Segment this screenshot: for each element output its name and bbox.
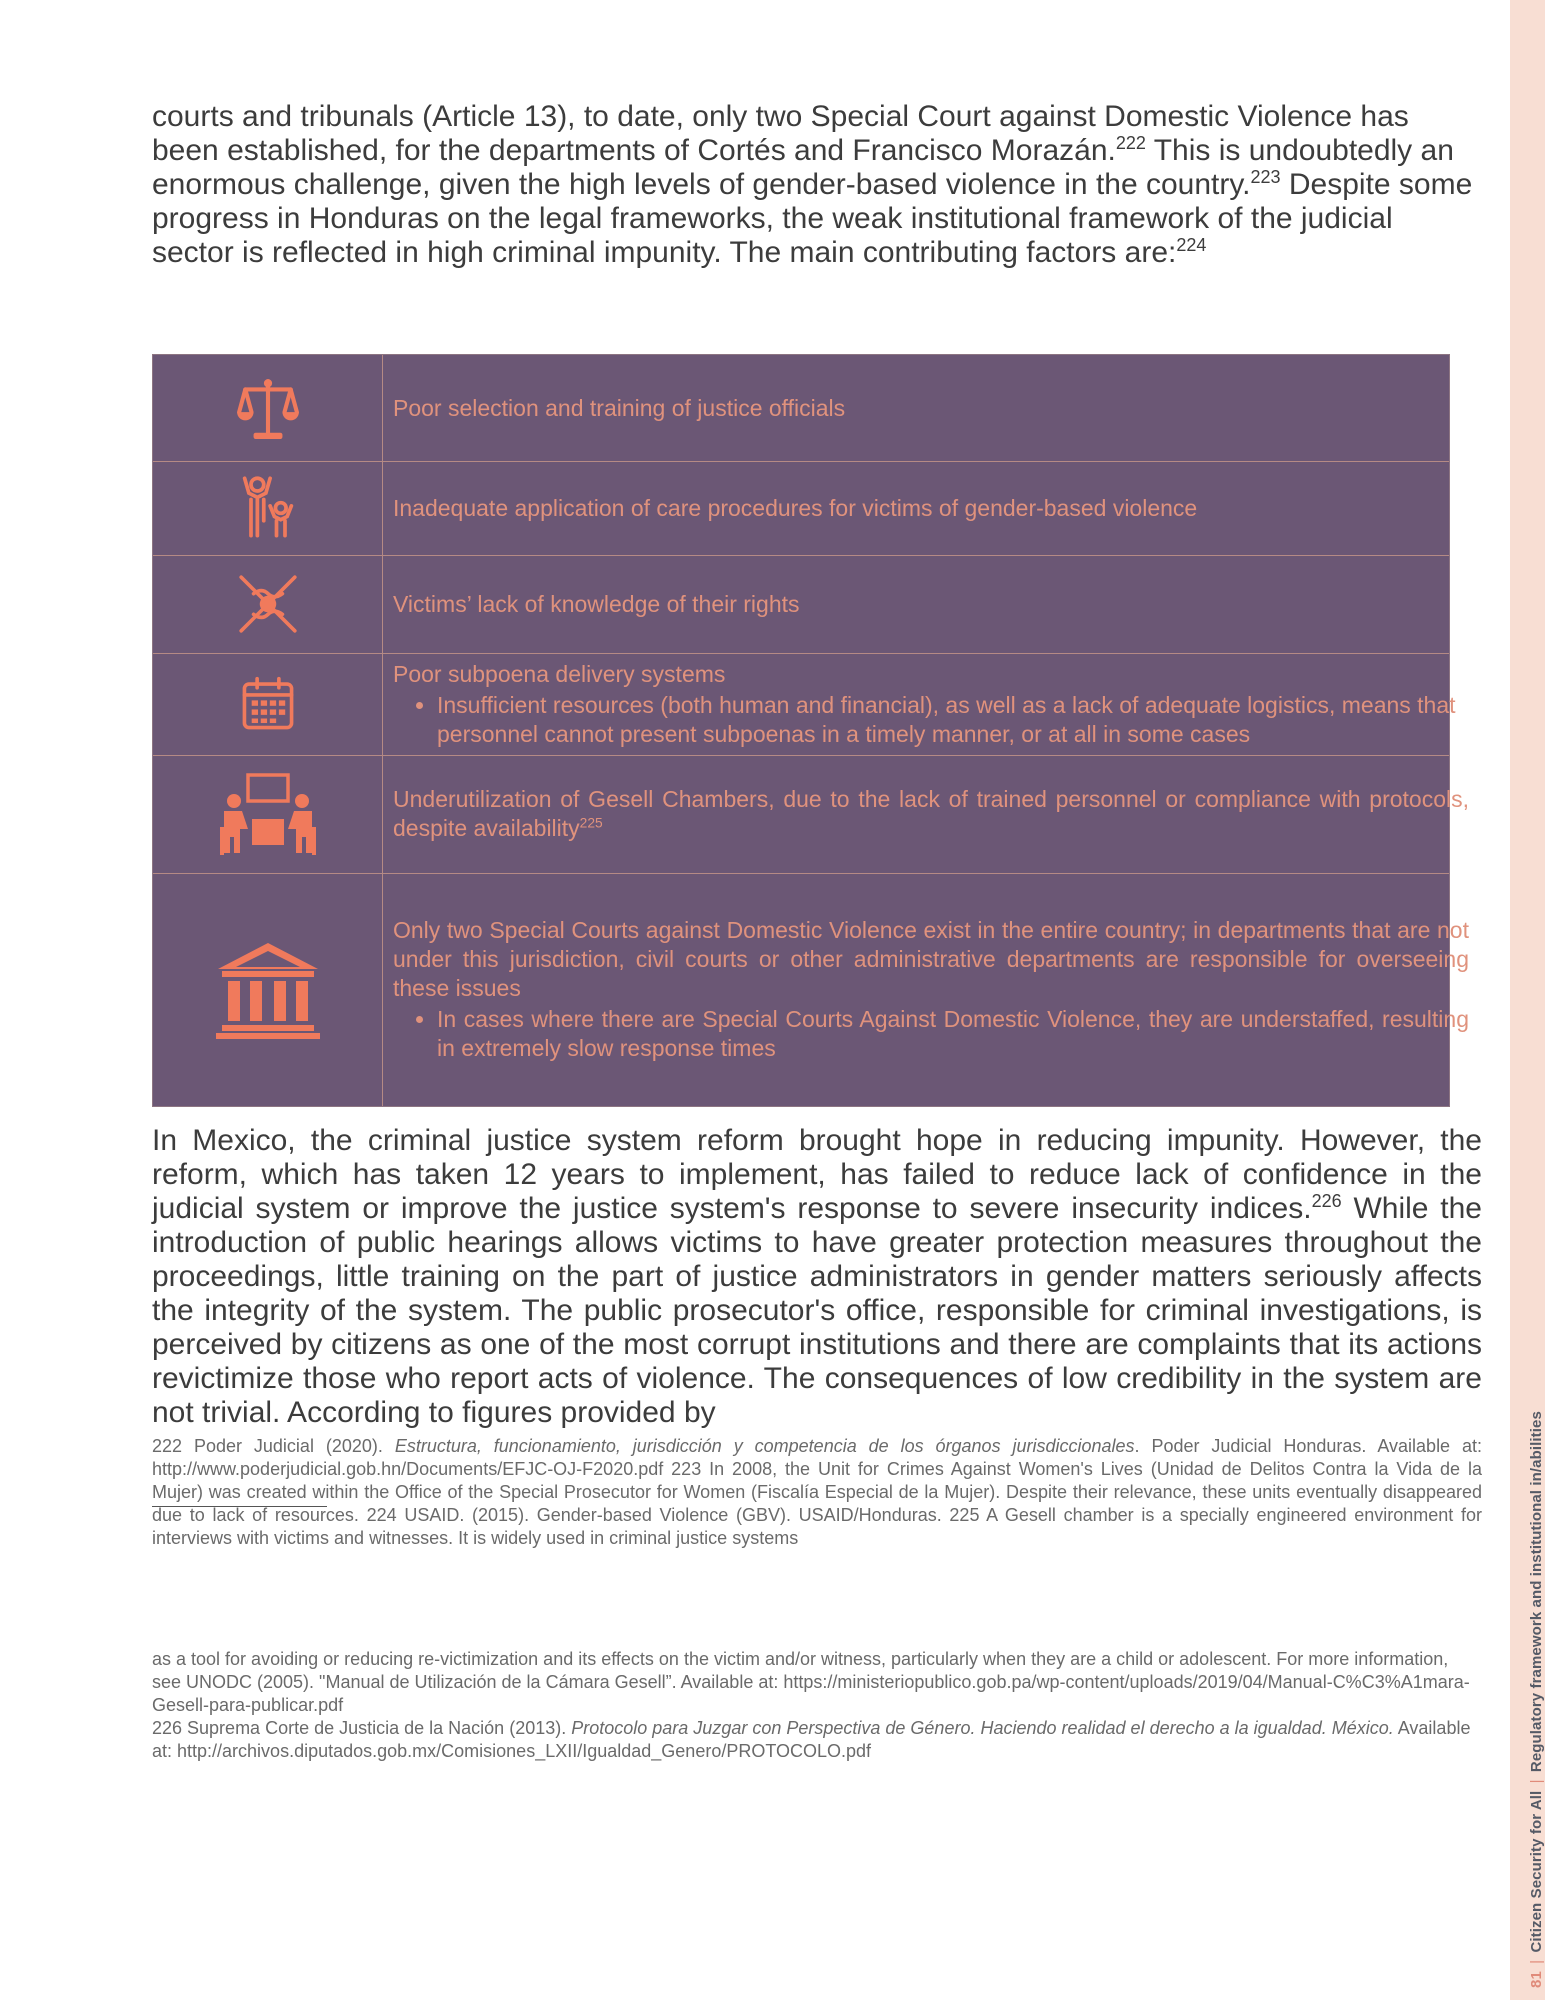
footnote-ref[interactable]: 224: [1176, 235, 1207, 255]
crossed-hands-icon: [235, 571, 301, 637]
factor-text: Only two Special Courts against Domestic Violence exist in the entire country; in departments that are not under this jurisdiction, civil courts or other administrative departments are responsible for overseeing these issues: [393, 917, 1469, 1001]
footnote-226: 226 Suprema Corte de Justicia de la Nación (2013).: [152, 1718, 572, 1738]
footnote-222: 222 Poder Judicial (2020).: [152, 1436, 395, 1456]
header-separator: |: [1528, 1779, 1545, 1784]
factor-text: Poor subpoena delivery systems: [393, 660, 726, 687]
footnote-225-continued: as a tool for avoiding or reducing re-victimization and its effects on the victim and/or witness, particularly when they are a child or adolescent. For more information, see UNODC (2005). "Manual de Utilización de la Cámara Gesell”. Available at: https://ministeriopublico.gob.pa/wp-content/uploads/2019/04/Manual-C%C3%A1mara-Gesell-para-publicar.pdf: [152, 1649, 1470, 1715]
body-text: While the introduction of public hearings allows victims to have greater protection measures throughout the proceedings, little training on the part of justice administrators in gender matters seriously affects the integrity of the system. The public prosecutor's office, responsible for criminal investigations, is perceived by citizens as one of the most corrupt institutions and there are complaints that its actions revictimize those who report acts of violence. The consequences of low credibility in the system are not trivial. According to figures provided by: [152, 1192, 1482, 1429]
factor-bullet: • In cases where there are Special Courts Against Domestic Violence, they are understaffed, resulting in extremely slow response times: [437, 1005, 1469, 1063]
factor-text: Poor selection and training of justice officials: [393, 394, 846, 421]
footnote-ref[interactable]: 225: [579, 815, 603, 831]
factor-row: [153, 873, 1469, 1106]
factor-text: Inadequate application of care procedures for victims of gender-based violence: [393, 494, 1198, 521]
courthouse-icon: [214, 941, 322, 1039]
chapter-title: Regulatory framework and institutional in/abilities: [1528, 1411, 1545, 1773]
interview-room-icon: [220, 771, 316, 857]
intro-text: Despite some progress in Honduras on the legal frameworks, the weak institutional framework of the judicial sector is reflected in high criminal impunity. The main contributing factors are:: [152, 168, 1473, 269]
footnotes: [152, 1435, 1482, 1550]
intro-paragraph: [152, 100, 1482, 270]
factor-bullet: • Insufficient resources (both human and financial), as well as a lack of adequate logistics, means that personnel cannot present subpoenas in a timely manner, or at all in some cases: [437, 691, 1469, 749]
factor-row: [153, 461, 1449, 556]
footnote-222-link[interactable]: . Poder Judicial Honduras. Available at: http://www.poderjudicial.gob.hn/Documents/EFJC-OJ-F2020.pdf: [152, 1436, 1483, 1479]
footnote-226-link[interactable]: Available at: http://archivos.diputados.gob.mx/Comisiones_LXII/Igualdad_Genero/PROTOCOLO.pdf: [152, 1718, 1471, 1761]
footnote-222-title: Estructura, funcionamiento, jurisdicción y competencia de los órganos jurisdiccionales: [394, 1436, 1135, 1456]
factor-row: [153, 755, 1469, 874]
footnote-223: 223 In 2008, the Unit for Crimes Against Women's Lives (Unidad de Delitos Contra la Vida de la Mujer) was created within the Office of the Special Prosecutor for Women (Fiscalía Especial de la Mujer). Despite their relevance, these units eventually disappeared due to lack of resources.: [152, 1459, 1482, 1525]
factor-bullets: [393, 691, 1469, 749]
footnote-225: 225 A Gesell chamber is a specially engineered environment for interviews with victims and witnesses. It is widely used in criminal justice systems: [152, 1505, 1482, 1548]
factor-row: [153, 355, 1449, 462]
factor-text: Victims’ lack of knowledge of their rights: [393, 590, 800, 617]
footnotes-continued: [152, 1648, 1482, 1763]
factors-table: [152, 354, 1469, 1107]
page-number: 81: [1528, 1971, 1545, 1988]
header-separator: |: [1528, 1959, 1545, 1964]
body-text: In Mexico, the criminal justice system reform brought hope in reducing impunity. However, the reform, which has taken 12 years to implement, has failed to reduce lack of confidence in the judicial system or improve the justice system's response to severe insecurity indices.: [152, 1124, 1482, 1225]
footnote-224: 224 USAID. (2015). Gender-based Violence (GBV). USAID/Honduras.: [366, 1505, 950, 1525]
intro-text: courts and tribunals (Article 13), to date, only two Special Court against Domestic Violence has been established, for the departments of Cortés and Francisco Morazán.: [152, 100, 1409, 167]
body-paragraph: [152, 1124, 1482, 1430]
footnote-226-title: Protocolo para Juzgar con Perspectiva de Género. Haciendo realidad el derecho a la igualdad. México.: [571, 1718, 1394, 1738]
footnote-divider: [152, 1506, 327, 1507]
family-icon: [234, 474, 302, 542]
factor-text: Underutilization of Gesell Chambers, due to the lack of trained personnel or compliance with protocols, despite availability: [393, 786, 1469, 841]
footnote-ref[interactable]: 226: [1311, 1191, 1342, 1211]
section-title: Citizen Security for All: [1528, 1790, 1545, 1953]
scales-of-justice-icon: [235, 375, 301, 441]
factor-row: [153, 653, 1456, 756]
footnote-ref[interactable]: 222: [1115, 133, 1146, 153]
intro-text: This is undoubtedly an enormous challenge, given the high levels of gender-based violence in the country.: [152, 134, 1454, 201]
calendar-icon: [239, 675, 297, 733]
factor-row: [153, 555, 1449, 654]
factor-bullets: [393, 1005, 1469, 1063]
footnote-ref[interactable]: 223: [1250, 167, 1281, 187]
running-header: [1528, 1328, 1545, 1988]
